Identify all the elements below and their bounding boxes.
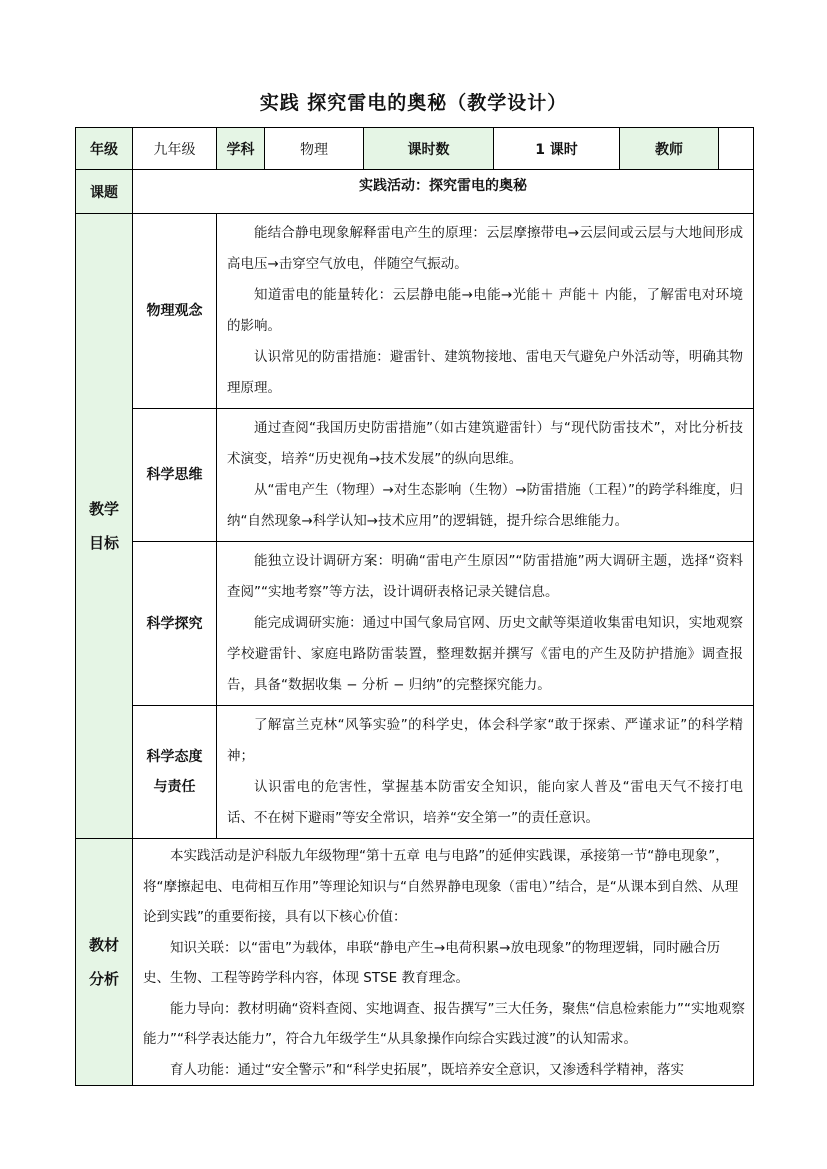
materials-label-line1: 教材 bbox=[88, 936, 119, 954]
objective-row bbox=[76, 214, 754, 409]
objective-paragraph: 能完成调研实施：通过中国气象局官网、历史文献等渠道收集雷电知识，实地观察学校避雷针、家庭电路防雷装置，整理数据并撰写《雷电的产生及防护措施》调查报告，具备“数据收集 − 分析 − 归纳”的完整探究能力。 bbox=[227, 615, 743, 693]
objective-row bbox=[76, 706, 754, 839]
topic-value: 实践活动：探究雷电的奥秘 bbox=[133, 170, 754, 214]
materials-label-line2: 分析 bbox=[88, 970, 119, 988]
lesson-plan-table bbox=[75, 127, 754, 1086]
objective-paragraph: 了解富兰克林“风筝实验”的科学史，体会科学家“敢于探索、严谨求证”的科学精神； bbox=[227, 717, 743, 764]
header-row bbox=[76, 128, 754, 170]
grade-value: 九年级 bbox=[133, 128, 217, 170]
objective-section-label: 科学探究 bbox=[133, 542, 217, 706]
objective-section-content bbox=[217, 706, 754, 839]
objective-paragraph: 通过查阅“我国历史防雷措施”（如古建筑避雷针）与“现代防雷技术”，对比分析技术演变，培养“历史视角→技术发展”的纵向思维。 bbox=[227, 420, 743, 467]
objective-section-content bbox=[217, 409, 754, 542]
materials-label bbox=[76, 839, 133, 1086]
objectives-label-line2: 目标 bbox=[88, 534, 119, 552]
materials-paragraph: 能力导向：教材明确“资料查阅、实地调查、报告撰写”三大任务，聚焦“信息检索能力”“实地观察能力”“科学表达能力”，符合九年级学生“从具象操作向综合实践过渡”的认知需求。 bbox=[143, 1000, 745, 1047]
objective-row bbox=[76, 542, 754, 706]
grade-label: 年级 bbox=[76, 128, 133, 170]
objective-paragraph: 知道雷电的能量转化：云层静电能→电能→光能＋ 声能＋ 内能，了解雷电对环境的影响。 bbox=[227, 287, 743, 334]
hours-value: 1 课时 bbox=[494, 128, 620, 170]
objectives-label bbox=[76, 214, 133, 839]
objective-paragraph: 从“雷电产生（物理）→对生态影响（生物）→防雷措施（工程）”的跨学科维度，归纳“自然现象→科学认知→技术应用”的逻辑链，提升综合思维能力。 bbox=[227, 482, 743, 529]
teacher-label: 教师 bbox=[620, 128, 719, 170]
document-title: 实践 探究雷电的奥秘（教学设计） bbox=[259, 92, 568, 114]
materials-row bbox=[76, 839, 754, 1086]
materials-paragraph: 知识关联：以“雷电”为载体，串联“静电产生→电荷积累→放电现象”的物理逻辑，同时融合历史、生物、工程等跨学科内容，体现 STSE 教育理念。 bbox=[143, 939, 721, 986]
objective-paragraph: 认识雷电的危害性，掌握基本防雷安全知识，能向家人普及“雷电天气不接打电话、不在树下避雨”等安全常识，培养“安全第一”的责任意识。 bbox=[227, 779, 743, 826]
objective-paragraph: 能独立设计调研方案：明确“雷电产生原因”“防雷措施”两大调研主题，选择“资料查阅”“实地考察”等方法，设计调研表格记录关键信息。 bbox=[227, 553, 743, 600]
materials-content bbox=[133, 839, 754, 1086]
objective-paragraph: 能结合静电现象解释雷电产生的原理：云层摩擦带电→云层间或云层与大地间形成高电压→击穿空气放电，伴随空气振动。 bbox=[227, 225, 743, 272]
objective-section-label: 物理观念 bbox=[133, 214, 217, 409]
objective-section-label bbox=[133, 706, 217, 839]
objective-section-label: 科学思维 bbox=[133, 409, 217, 542]
topic-row bbox=[76, 170, 754, 214]
subject-value: 物理 bbox=[265, 128, 364, 170]
objective-label-line2: 与责任 bbox=[153, 779, 196, 795]
objective-paragraph: 认识常见的防雷措施：避雷针、建筑物接地、雷电天气避免户外活动等，明确其物理原理。 bbox=[227, 349, 743, 396]
objectives-label-line1: 教学 bbox=[88, 500, 119, 518]
materials-paragraph: 育人功能：通过“安全警示”和“科学史拓展”，既培养安全意识，又渗透科学精神，落实 bbox=[170, 1061, 684, 1078]
topic-label: 课题 bbox=[76, 170, 133, 214]
objective-label-line1: 科学态度 bbox=[146, 749, 203, 765]
subject-label: 学科 bbox=[217, 128, 265, 170]
materials-paragraph: 本实践活动是沪科版九年级物理“第十五章 电与电路”的延伸实践课，承接第一节“静电现象”，将“摩擦起电、电荷相互作用”等理论知识与“自然界静电现象（雷电）”结合，是“从课本到自然、从理论到实践”的重要衔接，具有以下核心价值： bbox=[143, 848, 739, 925]
teacher-value bbox=[719, 128, 754, 170]
objective-section-content bbox=[217, 542, 754, 706]
objective-row bbox=[76, 409, 754, 542]
hours-label: 课时数 bbox=[364, 128, 494, 170]
objective-section-content bbox=[217, 214, 754, 409]
